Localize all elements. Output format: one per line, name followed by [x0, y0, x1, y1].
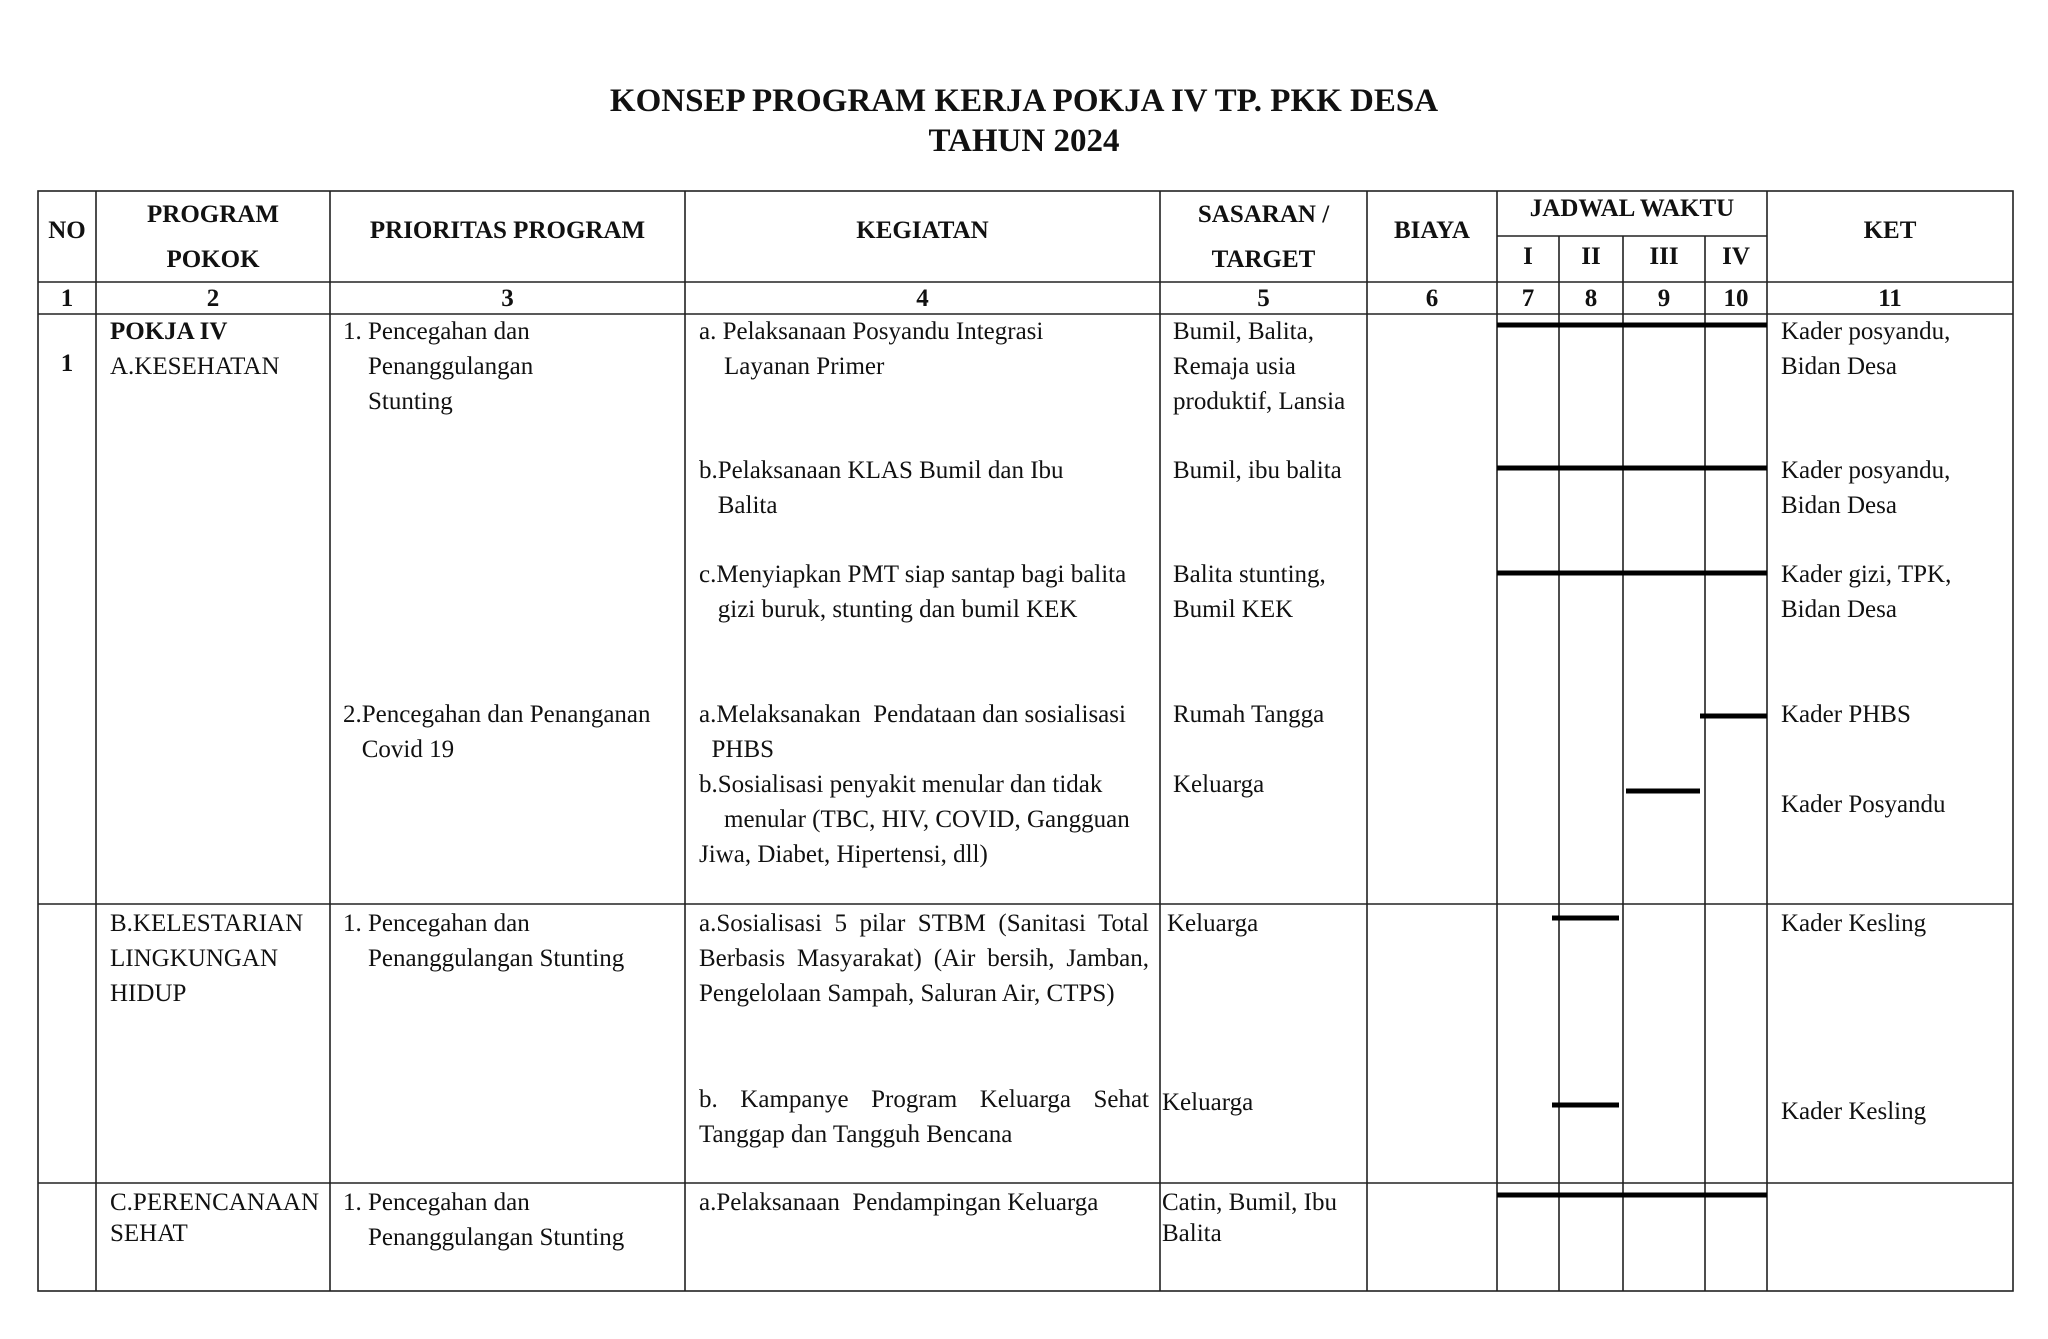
- sasaran-pendampingan: Catin, Bumil, Ibu Balita: [1162, 1189, 1337, 1247]
- header-ket: KET: [1863, 217, 1917, 244]
- sasaran-phbs: Rumah Tangga: [1173, 701, 1325, 728]
- kegiatan-klas-bumil: b.Pelaksanaan KLAS Bumil dan Ibu Balita: [699, 457, 1064, 519]
- sasaran-pmt: Balita stunting, Bumil KEK: [1173, 561, 1326, 623]
- sasaran-klas-bumil: Bumil, ibu balita: [1173, 457, 1342, 484]
- header-sasaran-target: SASARAN / TARGET: [1197, 201, 1330, 273]
- column-number: 3: [501, 285, 514, 312]
- kegiatan-kampanye: b. Kampanye Program Keluarga Sehat Tanggap dan Tangguh Bencana: [699, 1086, 1149, 1148]
- pokja-label: POKJA IV: [110, 318, 228, 345]
- sasaran-kampanye: Keluarga: [1162, 1089, 1254, 1116]
- header-biaya: BIAYA: [1394, 217, 1470, 244]
- prioritas-covid: 2.Pencegahan dan Penanganan Covid 19: [343, 701, 651, 763]
- ket-stbm: Kader Kesling: [1781, 910, 1927, 937]
- header-kegiatan: KEGIATAN: [856, 217, 989, 244]
- header-quarter-4: IV: [1722, 243, 1750, 270]
- ket-klas-bumil: Kader posyandu, Bidan Desa: [1781, 457, 1951, 519]
- sasaran-stbm: Keluarga: [1167, 910, 1259, 937]
- header-jadwal-waktu: JADWAL WAKTU: [1529, 195, 1735, 222]
- ket-pmt: Kader gizi, TPK, Bidan Desa: [1781, 561, 1952, 623]
- document-subtitle-year: TAHUN 2024: [928, 123, 1120, 159]
- header-program-pokok: PROGRAM POKOK: [147, 201, 279, 273]
- ket-penyakit-menular: Kader Posyandu: [1781, 791, 1946, 818]
- prioritas-stunting: 1. Pencegahan dan Penanggulangan Stunting: [343, 318, 534, 415]
- kegiatan-phbs: a.Melaksanakan Pendataan dan sosialisasi PHBS: [699, 701, 1126, 763]
- sasaran-penyakit-menular: Keluarga: [1173, 771, 1265, 798]
- column-number: 6: [1425, 285, 1439, 312]
- ket-posyandu: Kader posyandu, Bidan Desa: [1781, 318, 1951, 380]
- header-quarter-1: I: [1523, 243, 1533, 270]
- header-quarter-2: II: [1581, 243, 1601, 270]
- column-number: 4: [916, 285, 929, 312]
- kegiatan-pendampingan: a.Pelaksanaan Pendampingan Keluarga: [699, 1189, 1099, 1216]
- kegiatan-stbm: a.Sosialisasi 5 pilar STBM (Sanitasi Total Berbasis Masyarakat) (Air bersih, Jamban, Pengelolaan Sampah, Saluran Air, CTPS): [699, 910, 1149, 1007]
- program-pokok-perencanaan: C.PERENCANAAN SEHAT: [110, 1189, 320, 1247]
- column-number: 10: [1723, 285, 1749, 312]
- column-number: 8: [1584, 285, 1598, 312]
- row-number: 1: [60, 350, 74, 377]
- header-no: NO: [48, 217, 86, 244]
- column-number: 2: [206, 285, 220, 312]
- column-number: 1: [60, 285, 74, 312]
- header-prioritas-program: PRIORITAS PROGRAM: [369, 217, 646, 244]
- ket-kampanye: Kader Kesling: [1781, 1098, 1927, 1125]
- kegiatan-penyakit-menular: b.Sosialisasi penyakit menular dan tidak menular (TBC, HIV, COVID, Gangguan Jiwa, Diabet, Hipertensi, dll): [699, 771, 1130, 868]
- kegiatan-posyandu: a. Pelaksanaan Posyandu Integrasi Layanan Primer: [699, 318, 1044, 380]
- kegiatan-pmt: c.Menyiapkan PMT siap santap bagi balita gizi buruk, stunting dan bumil KEK: [699, 561, 1127, 623]
- program-pokok-kesehatan: A.KESEHATAN: [110, 353, 280, 380]
- program-pokok-kelestarian: B.KELESTARIAN LINGKUNGAN HIDUP: [110, 910, 304, 1007]
- column-number: 9: [1657, 285, 1671, 312]
- column-number: 5: [1257, 285, 1270, 312]
- header-quarter-3: III: [1649, 243, 1679, 270]
- column-number: 11: [1878, 285, 1902, 312]
- prioritas-stunting-c: 1. Pencegahan dan Penanggulangan Stunting: [343, 1189, 625, 1251]
- prioritas-stunting-b: 1. Pencegahan dan Penanggulangan Stunting: [343, 910, 625, 972]
- document-title: KONSEP PROGRAM KERJA POKJA IV TP. PKK DESA: [609, 83, 1439, 119]
- column-number: 7: [1521, 285, 1535, 312]
- ket-phbs: Kader PHBS: [1781, 701, 1911, 728]
- sasaran-posyandu: Bumil, Balita, Remaja usia produktif, Lansia: [1173, 318, 1346, 415]
